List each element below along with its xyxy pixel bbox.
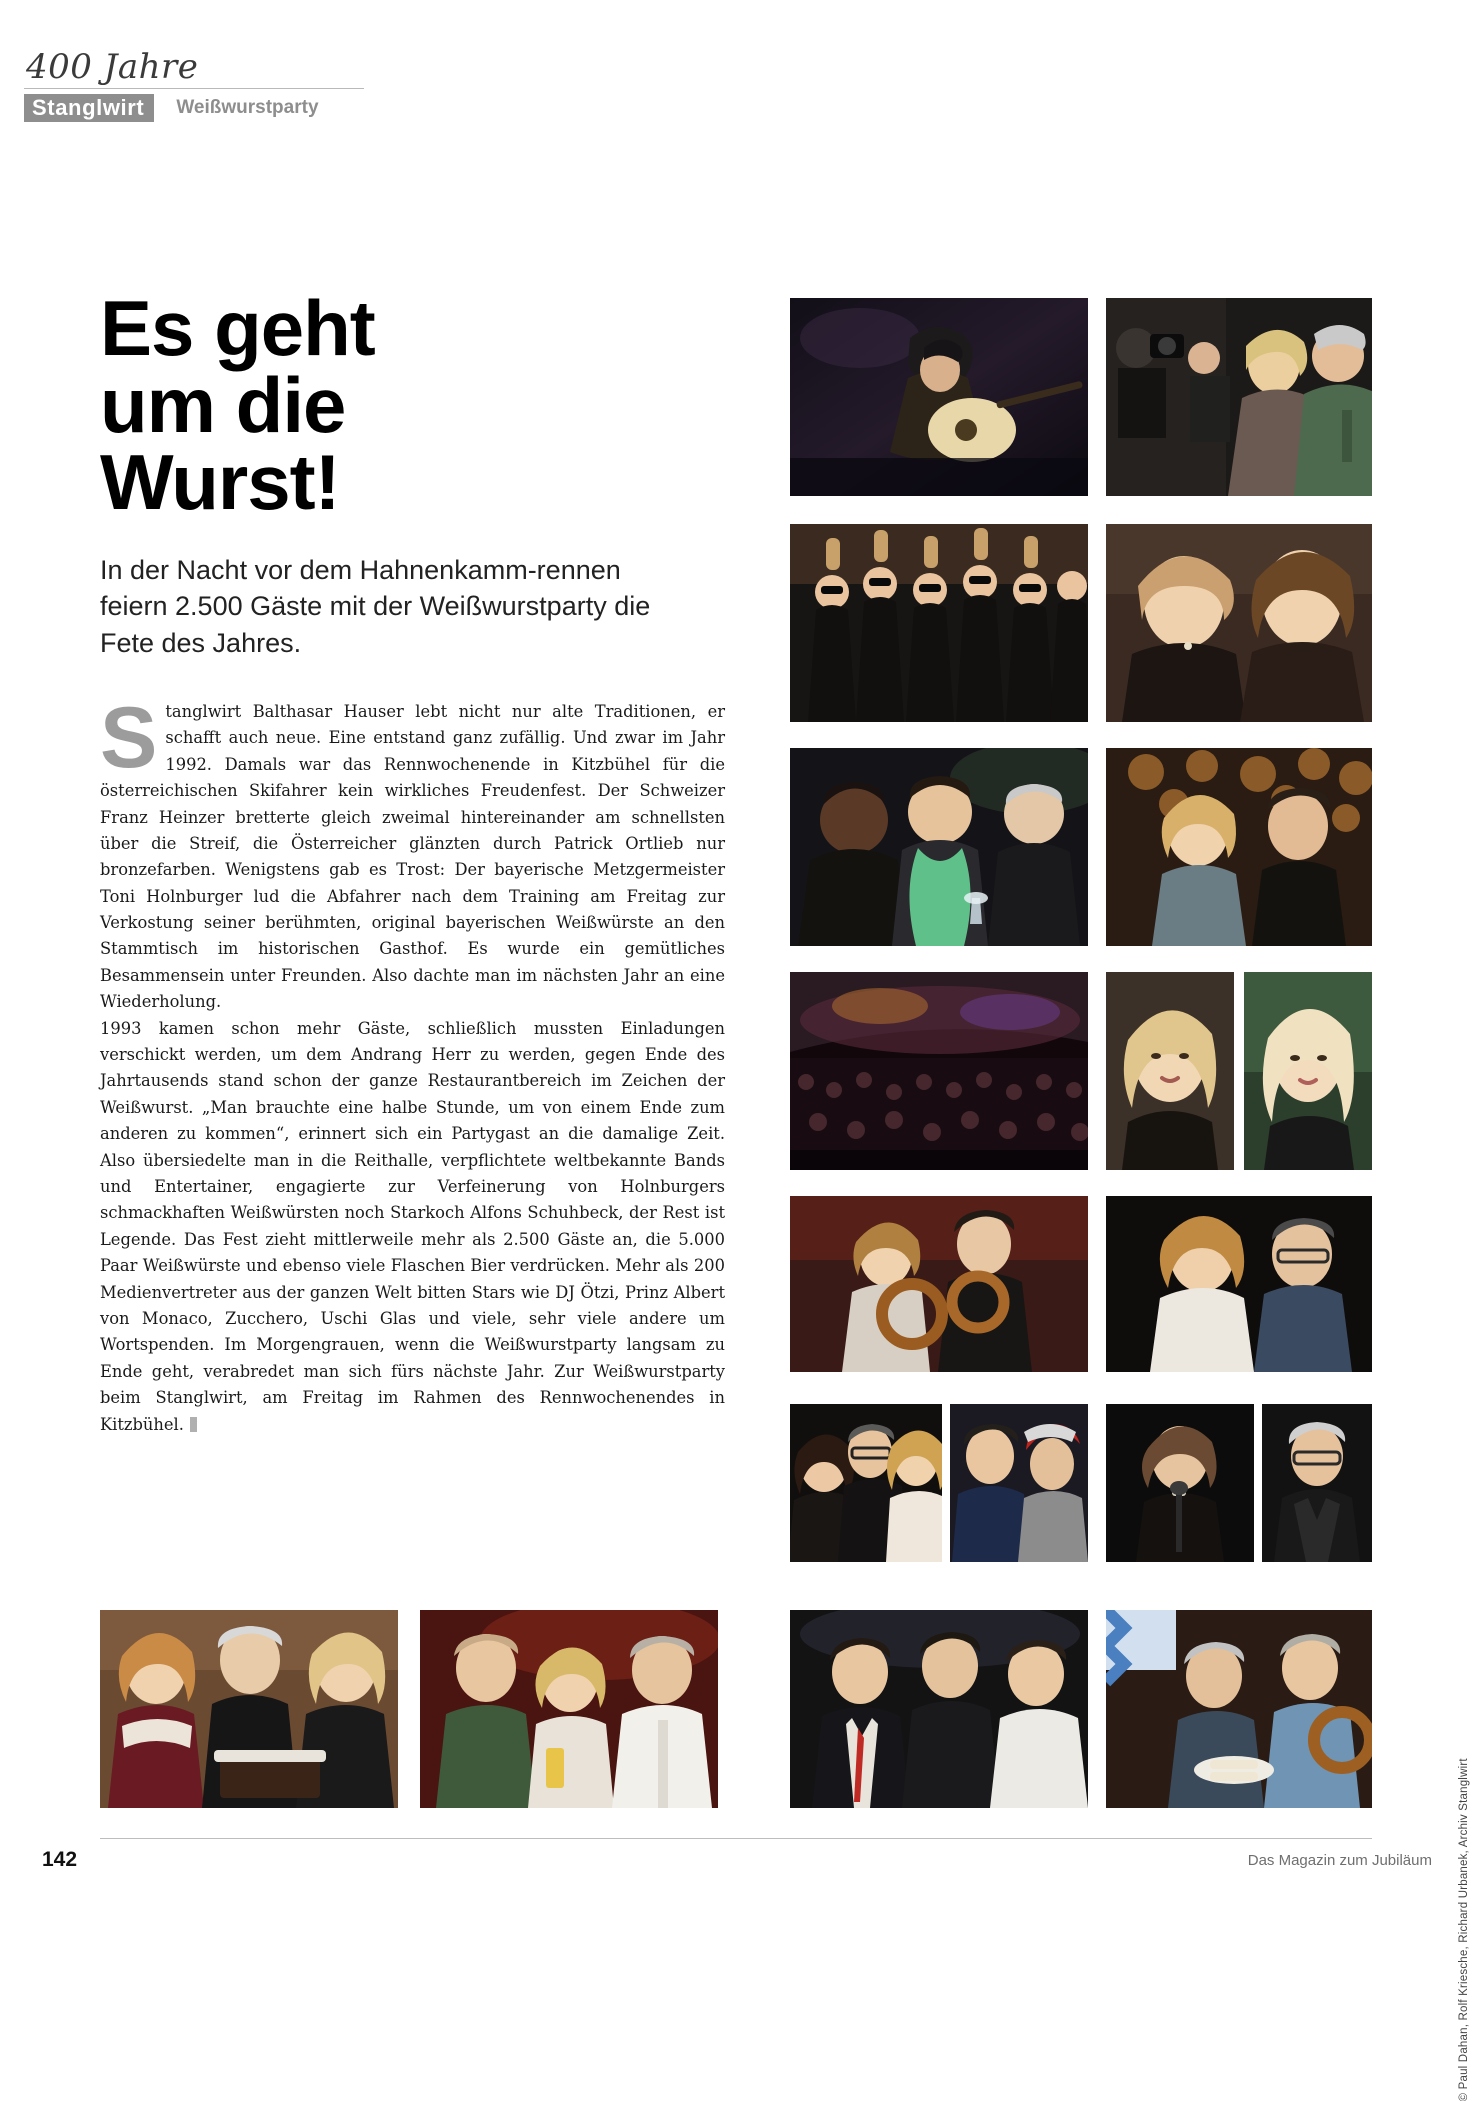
standfirst: In der Nacht vor dem Hahnenkamm-rennen feiern 2.500 Gäste mit der Weißwurstparty die Fete des Jahres. [100, 554, 651, 658]
paragraph-1-text: tanglwirt Balthasar Hauser lebt nicht nur alte Traditionen, er schafft auch neue. Eine entstand ganz zufällig. Und zwar im Jahr 1992. Damals war das Rennwochenende in Kitzbühel für die österreichischen Skifahrer kein wirkliches Freudenfest. Der Schweizer Franz Heinzer bretterte gleich zweimal hintereinander am schnellsten über die Streif, die Österreicher glänzten durch Patrick Ortlieb nur bronzefarben. Wenigstens gab es Trost: Der bayerische Metzgermeister Toni Holnburger lud die Abfahrer nach dem Training am Freitag zur Verkostung seiner berühmten, original bayerischen Weißwürste an den Stammtisch im historischen Gasthof. Es wurde ein gemütliches Besammensein unter Freunden. Also dachte man im nächsten Jahr an eine Wiederholung. [100, 701, 725, 1012]
photo-man-in-leather-jacket [1262, 1404, 1372, 1562]
photo-man-in-leather-jacket-image [1262, 1404, 1372, 1562]
headline-line-2: um die [100, 361, 346, 450]
article-column [100, 284, 725, 1438]
end-mark [190, 1417, 197, 1432]
photo-man-with-two-women [790, 1404, 942, 1562]
photo-blonde-woman-portrait [1106, 972, 1234, 1170]
photo-couple-holding-pretzels-image [790, 1196, 1088, 1372]
photo-three-men-party [790, 748, 1088, 946]
photo-three-guests-with-chef-image [420, 1610, 718, 1808]
photo-couple-holding-pretzels [790, 1196, 1088, 1372]
body-paragraph-2 [100, 1016, 725, 1438]
photo-couple-with-photographers-image [1106, 298, 1372, 496]
photo-two-men-costume [950, 1404, 1088, 1562]
photo-men-with-pretzel-image [1106, 1610, 1372, 1808]
photo-two-men-costume-image [950, 1404, 1088, 1562]
photo-guitarist-on-stage [790, 298, 1088, 496]
photo-women-with-cake [100, 1610, 398, 1808]
photo-blonde-woman-portrait-2-image [1244, 972, 1372, 1170]
photo-three-men-party-image [790, 748, 1088, 946]
footer-divider [100, 1838, 1372, 1839]
article-body [100, 689, 725, 1438]
header-divider [24, 88, 364, 89]
anniversary-title: 400 Jahre [26, 47, 199, 87]
photo-couple-with-pretzels [1106, 748, 1372, 946]
photo-credit: © Paul Dahan, Rolf Kriesche, Richard Urbanek, Archiv Stanglwirt [1458, 1758, 1470, 2101]
photo-three-guests-with-chef [420, 1610, 718, 1808]
photo-two-women-portrait [1106, 524, 1372, 722]
photo-singer-at-microphone-image [1106, 1404, 1254, 1562]
page-title [100, 284, 725, 527]
photo-dancers-group [790, 524, 1088, 722]
photo-three-men-laughing-image [790, 1610, 1088, 1808]
photo-blonde-woman-portrait-image [1106, 972, 1234, 1170]
photo-man-with-two-women-image [790, 1404, 942, 1562]
photo-dancers-group-image [790, 524, 1088, 722]
photo-couple-smiling [1106, 1196, 1372, 1372]
page-header [24, 47, 464, 122]
photo-crowd-reithalle [790, 972, 1088, 1170]
footer-magazine-line: Das Magazin zum Jubiläum [1247, 1852, 1432, 1869]
photo-three-men-laughing [790, 1610, 1088, 1808]
section-label: Weißwurstparty [176, 97, 319, 118]
paragraph-2-text: 1993 kamen schon mehr Gäste, schließlich mussten Einladungen verschickt werden, um dem Andrang Herr zu werden, gegen Ende des Jahrtausends stand schon der ganze Restaurantbereich im Zeichen der Weißwurst. „Man brauchte eine halbe Stunde, um von einem Ende zum anderen zu kommen“, erinnert sich ein Partygast an die damalige Zeit. Also übersiedelte man in die Reithalle, verpflichtete weltbekannte Bands und Entertainer, engagierte zur Verfeinerung von Holnburgers schmackhaften Weißwürsten noch Starkoch Alfons Schuhbeck, der Rest ist Legende. Das Fest zieht mittlerweile mehr als 2.500 Gäste an, die 5.000 Paar Weißwürste und ebenso viele Flaschen Bier verdrücken. Mehr als 200 Medienvertreter aus der ganzen Welt bitten Stars wie DJ Ötzi, Prinz Albert von Monaco, Zucchero, Uschi Glas und viele, sehr viele andere um Wortspenden. Im Morgengrauen, wenn die Weißwurstparty langsam zu Ende geht, verabredet man sich fürs nächste Jahr. Zur Weißwurstparty beim Stanglwirt, am Freitag im Rahmen des Rennwochenendes in Kitzbühel. [100, 1018, 725, 1434]
photo-guitarist-on-stage-image [790, 298, 1088, 496]
photo-singer-at-microphone [1106, 1404, 1254, 1562]
brand-logo: Stanglwirt [24, 94, 154, 122]
photo-blonde-woman-portrait-2 [1244, 972, 1372, 1170]
body-paragraph-1 [100, 689, 725, 1016]
headline-line-1: Es geht [100, 284, 375, 372]
photo-two-women-portrait-image [1106, 524, 1372, 722]
photo-crowd-reithalle-image [790, 972, 1088, 1170]
photo-couple-with-photographers [1106, 298, 1372, 496]
page-number: 142 [42, 1848, 78, 1871]
photo-women-with-cake-image [100, 1610, 398, 1808]
drop-cap: S [100, 689, 158, 786]
photo-men-with-pretzel [1106, 1610, 1372, 1808]
photo-couple-with-pretzels-image [1106, 748, 1372, 946]
photo-couple-smiling-image [1106, 1196, 1372, 1372]
headline-line-3: Wurst! [100, 438, 340, 527]
